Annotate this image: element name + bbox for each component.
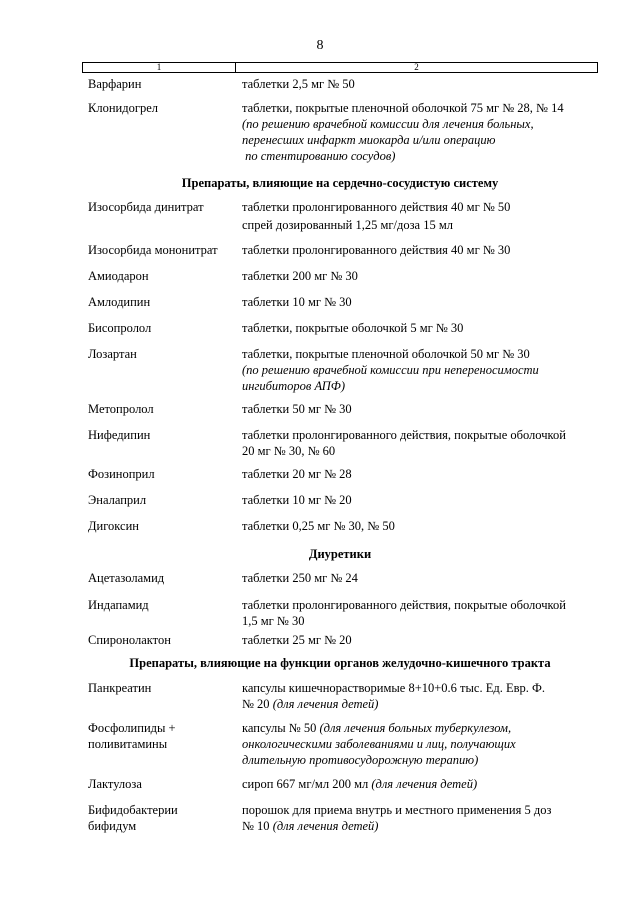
drug-form: таблетки, покрытые оболочкой 5 мг № 30	[242, 321, 464, 335]
prescription-note: длительную противосудорожную терапию)	[242, 753, 479, 767]
drug-name: Лактулоза	[88, 777, 142, 791]
drug-form: порошок для приема внутрь и местного применения 5 доз № 10 (для лечения детей)	[242, 803, 552, 833]
drug-form: таблетки пролонгированного действия 40 мг № 50 спрей дозированный 1,25 мг/доза 15 мл	[242, 200, 511, 232]
page-number: 8	[316, 38, 324, 53]
drug-name: Фосфолипиды + поливитамины	[88, 721, 176, 751]
column-header-1: 1	[83, 63, 236, 72]
drug-form: таблетки 200 мг № 30	[242, 269, 358, 283]
drug-name: Нифедипин	[88, 428, 151, 442]
drug-name: Индапамид	[88, 598, 149, 612]
section-heading: Препараты, влияющие на функции органов желудочно-кишечного тракта	[129, 656, 551, 670]
drug-name: Бисопролол	[88, 321, 152, 335]
prescription-note: по стентированию сосудов)	[242, 149, 396, 163]
drug-name: Метопролол	[88, 402, 154, 416]
prescription-note: (для лечения больных туберкулезом,	[319, 721, 512, 735]
prescription-note: (для лечения детей)	[272, 697, 379, 711]
drug-form: таблетки пролонгированного действия 40 мг № 30	[242, 243, 511, 257]
drug-form: таблетки 250 мг № 24	[242, 571, 358, 585]
prescription-note: (для лечения детей)	[272, 819, 379, 833]
prescription-note: (по решению врачебной комиссии для лечения больных,	[242, 117, 534, 131]
prescription-note: ингибиторов АПФ)	[242, 379, 346, 393]
table-header	[82, 62, 598, 73]
drug-form: таблетки 25 мг № 20	[242, 633, 352, 647]
drug-form: таблетки пролонгированного действия, покрытые оболочкой 20 мг № 30, № 60	[242, 428, 566, 458]
drug-form: таблетки 0,25 мг № 30, № 50	[242, 519, 395, 533]
drug-name: Амиодарон	[88, 269, 149, 283]
drug-name: Фозиноприл	[88, 467, 155, 481]
drug-name: Бифидобактерии бифидум	[88, 803, 178, 833]
drug-name: Изосорбида мононитрат	[88, 243, 218, 257]
drug-name: Амлодипин	[88, 295, 151, 309]
drug-name: Ацетазоламид	[88, 571, 165, 585]
drug-form: таблетки 2,5 мг № 50	[242, 77, 355, 91]
drug-form: таблетки, покрытые пленочной оболочкой 50 мг № 30 (по решению врачебной комиссии при непереносимости ингибиторов АПФ)	[242, 346, 587, 394]
section-heading: Диуретики	[308, 547, 372, 561]
prescription-note: (по решению врачебной комиссии при непереносимости	[242, 363, 539, 377]
prescription-note: онкологическими заболеваниями и лиц, получающих	[242, 737, 516, 751]
drug-name: Дигоксин	[88, 519, 139, 533]
drug-name: Варфарин	[88, 77, 142, 91]
drug-name: Эналаприл	[88, 493, 147, 507]
column-header-2: 2	[414, 62, 419, 72]
section-heading: Препараты, влияющие на сердечно-сосудистую систему	[181, 176, 499, 190]
prescription-note: перенесших инфаркт миокарда и/или операцию	[242, 133, 496, 147]
drug-name: Спиронолактон	[88, 633, 171, 647]
drug-name: Лозартан	[88, 347, 137, 361]
drug-name: Изосорбида динитрат	[88, 200, 204, 214]
drug-form: таблетки 10 мг № 30	[242, 295, 352, 309]
drug-name: Клонидогрел	[88, 101, 158, 115]
drug-form: таблетки 20 мг № 28	[242, 467, 352, 481]
drug-form: капсулы кишечнорастворимые 8+10+0.6 тыс. Ед. Евр. Ф. № 20 (для лечения детей)	[242, 681, 545, 711]
drug-form: таблетки 50 мг № 30	[242, 402, 352, 416]
drug-form: таблетки пролонгированного действия, покрытые оболочкой 1,5 мг № 30	[242, 598, 566, 628]
drug-name: Панкреатин	[88, 681, 152, 695]
prescription-note: (для лечения детей)	[371, 777, 478, 791]
drug-form: таблетки, покрытые пленочной оболочкой 75 мг № 28, № 14 (по решению врачебной комиссии для лечения больных, перенесших инфаркт миокарда и/или операцию по стентированию сосудов)	[242, 100, 587, 164]
drug-form: сироп 667 мг/мл 200 мл (для лечения детей)	[242, 777, 478, 791]
drug-form: таблетки 10 мг № 20	[242, 493, 352, 507]
drug-form: капсулы № 50 (для лечения больных туберкулезом, онкологическими заболеваниями и лиц, получающих длительную противосудорожную терапию)	[242, 720, 587, 768]
